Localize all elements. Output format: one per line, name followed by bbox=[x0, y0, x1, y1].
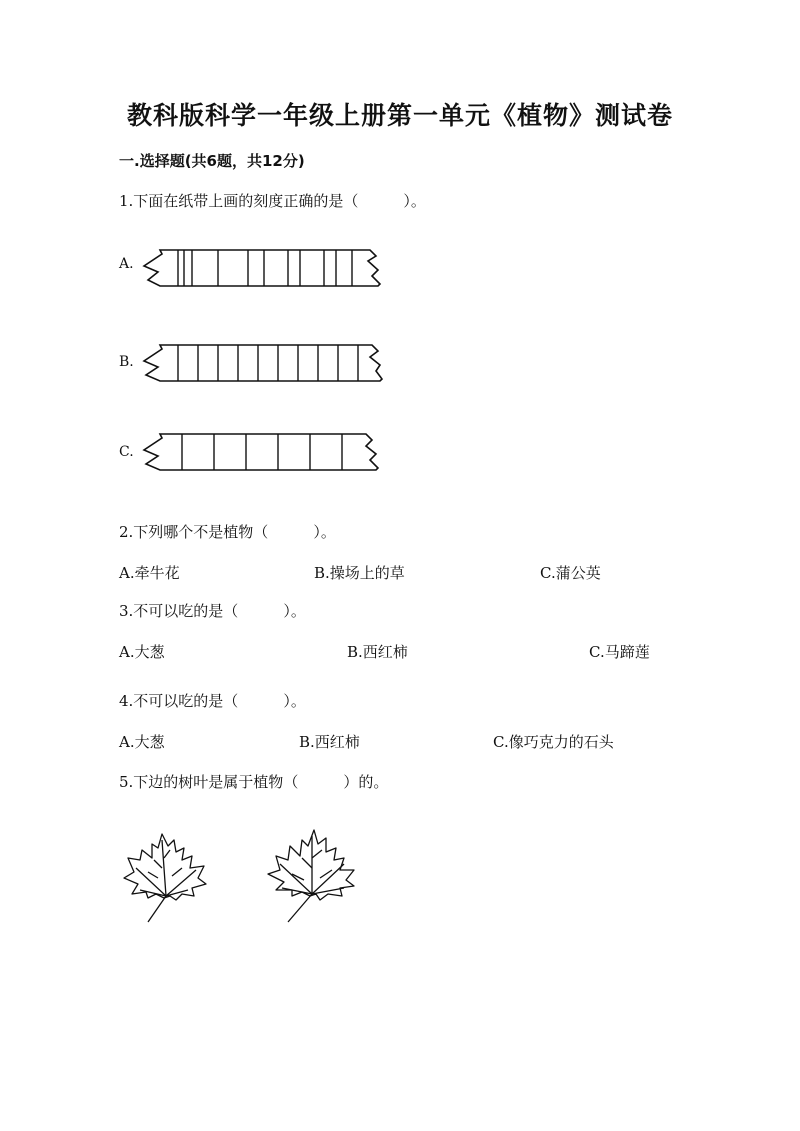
maple-leaf-right-image bbox=[264, 828, 360, 924]
section-heading: 一.选择题(共6题，共12分) bbox=[119, 152, 305, 170]
question-2-stem: 2.下列哪个不是植物（ ）。 bbox=[119, 523, 336, 541]
q4-option-c: C.像巧克力的石头 bbox=[493, 733, 614, 751]
exam-title: 教科版科学一年级上册第一单元《植物》测试卷 bbox=[126, 101, 673, 130]
q4-option-b: B.西红柿 bbox=[299, 733, 360, 751]
q1-option-b-label: B. bbox=[119, 354, 134, 370]
question-5-stem: 5.下边的树叶是属于植物（ ）的。 bbox=[119, 773, 389, 791]
maple-leaf-left-image bbox=[118, 828, 214, 924]
question-4-stem: 4.不可以吃的是（ ）。 bbox=[119, 692, 306, 710]
q3-option-c: C.马蹄莲 bbox=[589, 643, 650, 661]
q4-option-a: A.大葱 bbox=[119, 733, 165, 751]
question-3-stem: 3.不可以吃的是（ ）。 bbox=[119, 602, 306, 620]
q1-option-a-ruler-strip bbox=[140, 246, 385, 292]
q1-option-c-ruler-strip bbox=[140, 430, 385, 476]
q3-option-a: A.大葱 bbox=[119, 643, 165, 661]
q2-option-b: B.操场上的草 bbox=[314, 564, 405, 582]
question-1-stem: 1.下面在纸带上画的刻度正确的是（ ）。 bbox=[119, 192, 426, 210]
q1-option-a-label: A. bbox=[119, 256, 134, 272]
q2-option-c: C.蒲公英 bbox=[540, 564, 601, 582]
q1-option-c-label: C. bbox=[119, 444, 134, 460]
q2-option-a: A.牵牛花 bbox=[119, 564, 180, 582]
q3-option-b: B.西红柿 bbox=[347, 643, 408, 661]
q1-option-b-ruler-strip bbox=[140, 341, 385, 387]
